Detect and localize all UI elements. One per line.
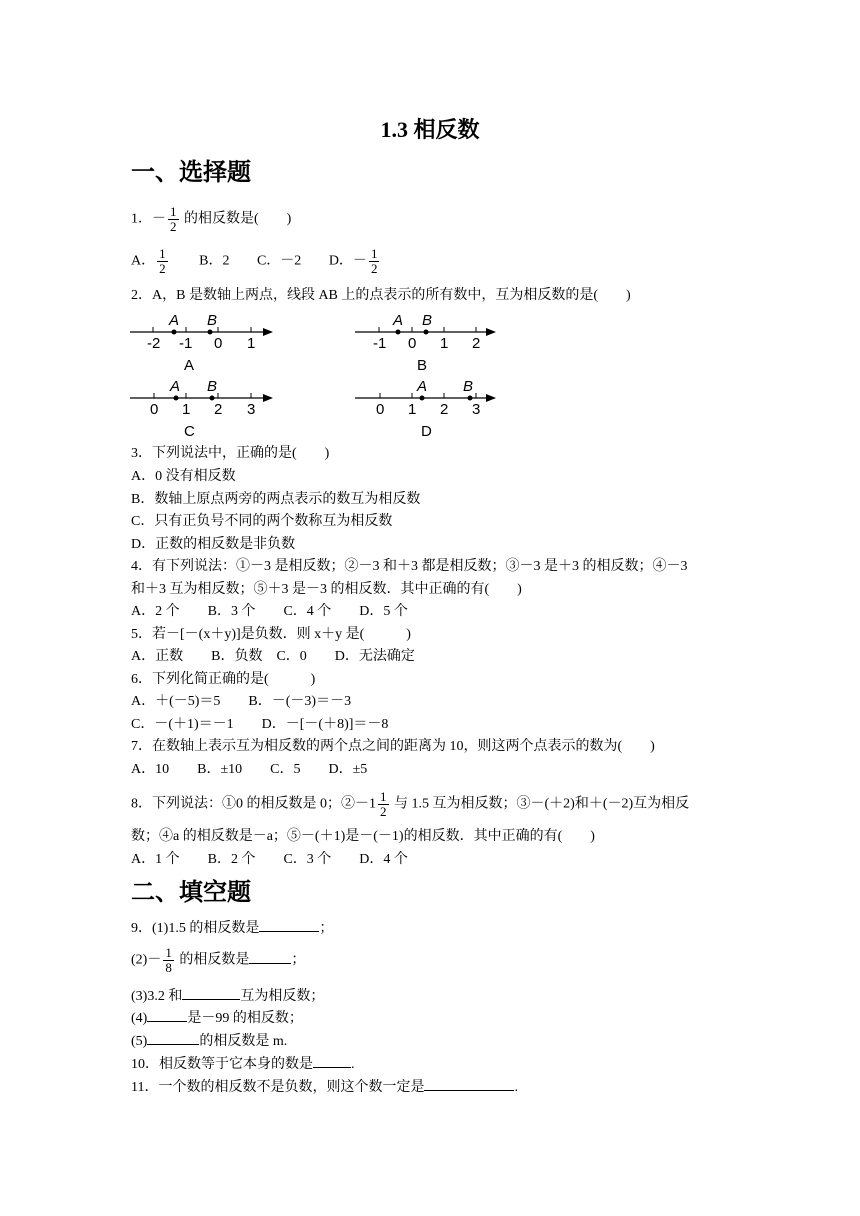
tick-label: -2 xyxy=(147,335,161,352)
question-5-options: A．正数 B．负数 C．0 D．无法确定 xyxy=(131,649,415,664)
diagram-label: C xyxy=(184,423,195,438)
question-1: 1．－ $\frac{1}{2}$ 的相反数是( ) xyxy=(131,204,292,234)
section-heading-choice: 一、选择题 xyxy=(131,158,251,186)
question-8-options: A．1 个 B．2 个 C．3 个 D．4 个 xyxy=(131,852,408,867)
question-9-part-2: (2)－ $\frac{1}{8}$ 的相反数是 ； xyxy=(131,945,306,975)
fraction: $\frac{1}{2}$ xyxy=(170,204,177,234)
question-7-options: A．10 B．±10 C．5 D．±5 xyxy=(131,762,368,777)
answer-blank[interactable] xyxy=(182,986,240,1000)
point-b-label: B xyxy=(207,312,218,329)
answer-blank[interactable] xyxy=(249,950,291,964)
question-2: 2．A，B 是数轴上两点，线段 AB 上的点表示的所有数中，互为相反数的是( ) xyxy=(131,288,631,303)
question-3-option-c: C．只有正负号不同的两个数称互为相反数 xyxy=(131,514,393,529)
tick-label: 0 xyxy=(214,335,223,352)
diagram-label: B xyxy=(417,357,428,374)
point-a-label: A xyxy=(393,312,404,329)
question-4-line-1: 4．有下列说法：①－3 是相反数；②－3 和＋3 都是相反数；③－3 是＋3 的相反数；④－3 xyxy=(131,559,688,574)
answer-blank[interactable] xyxy=(259,918,319,932)
question-9-part-1: 9．(1)1.5 的相反数是 ； xyxy=(131,918,333,938)
tick-label: 0 xyxy=(408,335,417,352)
tick-label: 0 xyxy=(150,401,159,418)
question-8-line-2: 数；④a 的相反数是－a；⑤－(＋1)是－(－1)的相反数．其中正确的有( ) xyxy=(131,829,595,844)
fraction: $\frac{1}{8}$ xyxy=(165,945,172,975)
diagram-label: A xyxy=(184,357,195,374)
tick-label: 1 xyxy=(247,335,256,352)
point-b-label: B xyxy=(463,378,474,395)
question-1-options: A． $\frac{1}{2}$ B．2 C．－2 D．－ $\frac{1}{2}$ xyxy=(131,246,378,276)
question-3-option-b: B．数轴上原点两旁的两点表示的数互为相反数 xyxy=(131,492,421,507)
tick-label: -1 xyxy=(179,335,193,352)
question-6-options-2: C．－(＋1)＝－1 D．－[－(＋8)]＝－8 xyxy=(131,717,389,732)
point-a-label: A xyxy=(170,378,181,395)
point-b-label: B xyxy=(422,312,433,329)
tick-label: 2 xyxy=(214,401,223,418)
section-heading-fill: 二、填空题 xyxy=(131,878,251,906)
question-3: 3．下列说法中，正确的是( ) xyxy=(131,446,330,461)
question-3-option-a: A．0 没有相反数 xyxy=(131,469,236,484)
number-line-b xyxy=(355,312,496,374)
question-11: 11．一个数的相反数不是负数，则这个数一定是 . xyxy=(131,1077,518,1097)
question-10: 10．相反数等于它本身的数是 . xyxy=(131,1054,355,1074)
question-3-option-d: D．正数的相反数是非负数 xyxy=(131,537,296,552)
point-a-label: A xyxy=(417,378,428,395)
page-title: 1.3 相反数 xyxy=(380,117,480,142)
answer-blank[interactable] xyxy=(147,1008,187,1022)
number-line-diagrams xyxy=(120,308,540,438)
diagram-label: D xyxy=(421,423,432,438)
tick-label: 0 xyxy=(376,401,385,418)
question-9-part-3: (3)3.2 和 互为相反数； xyxy=(131,986,324,1006)
tick-label: 1 xyxy=(440,335,449,352)
question-7: 7．在数轴上表示互为相反数的两个点之间的距离为 10，则这两个点表示的数为( ) xyxy=(131,739,655,754)
question-9-part-4: (4) 是－99 的相反数； xyxy=(131,1008,303,1028)
question-8-line-1: 8．下列说法：①0 的相反数是 0；②－1 $\frac{1}{2}$ 与 1.5 互为相反数；③－(＋2)和＋(－2)互为相反 xyxy=(131,789,690,819)
tick-label: -1 xyxy=(373,335,387,352)
answer-blank[interactable] xyxy=(313,1054,351,1068)
number-line-c xyxy=(130,378,273,438)
fraction: $\frac{1}{2}$ xyxy=(370,246,378,276)
question-5: 5．若－[－(x＋y)]是负数．则 x＋y 是( ) xyxy=(131,627,411,642)
fraction: $\frac{1}{2}$ xyxy=(380,789,387,819)
question-6-options-1: A．＋(－5)＝5 B．－(－3)＝－3 xyxy=(131,694,352,709)
question-4-line-2: 和＋3 互为相反数；⑤＋3 是－3 的相反数．其中正确的有( ) xyxy=(131,582,522,597)
answer-blank[interactable] xyxy=(147,1031,199,1045)
tick-label: 1 xyxy=(182,401,191,418)
tick-label: 2 xyxy=(472,335,481,352)
fraction: $\frac{1}{2}$ xyxy=(159,246,166,276)
number-line-d xyxy=(355,378,496,438)
point-b-label: B xyxy=(207,378,218,395)
number-line-a xyxy=(130,312,273,374)
question-4-options: A．2 个 B．3 个 C．4 个 D．5 个 xyxy=(131,604,408,619)
tick-label: 3 xyxy=(472,401,481,418)
point-a-label: A xyxy=(169,312,180,329)
question-9-part-5: (5) 的相反数是 m. xyxy=(131,1031,287,1051)
tick-label: 2 xyxy=(440,401,449,418)
question-6: 6．下列化简正确的是( ) xyxy=(131,672,316,687)
answer-blank[interactable] xyxy=(424,1077,514,1091)
tick-label: 1 xyxy=(408,401,417,418)
tick-label: 3 xyxy=(247,401,256,418)
